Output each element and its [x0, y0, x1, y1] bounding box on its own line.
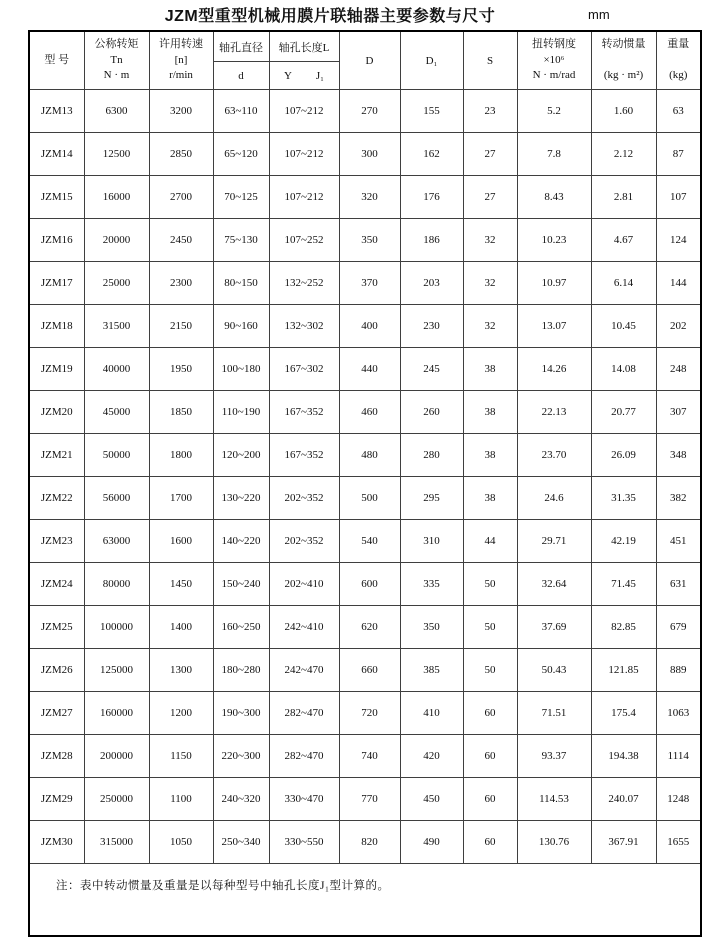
cell-model: JZM22	[29, 477, 84, 520]
page-title: JZM型重型机械用膜片联轴器主要参数与尺寸	[164, 8, 496, 25]
cell-weight: 63	[656, 90, 701, 133]
cell-stiffness: 13.07	[517, 305, 591, 348]
cell-inertia: 31.35	[591, 477, 656, 520]
table-row	[29, 219, 701, 262]
cell-stiffness: 71.51	[517, 692, 591, 735]
cell-n: 1150	[149, 735, 213, 778]
cell-n: 1200	[149, 692, 213, 735]
cell-n: 2150	[149, 305, 213, 348]
cell-l: 202~352	[269, 520, 339, 563]
table-row	[29, 520, 701, 563]
header-line: 型 号	[44, 53, 70, 66]
cell-D: 460	[339, 391, 400, 434]
cell-inertia: 2.12	[591, 133, 656, 176]
cell-tn: 50000	[84, 434, 149, 477]
header-line: N · m	[103, 69, 130, 82]
cell-inertia: 367.91	[591, 821, 656, 864]
cell-n: 1800	[149, 434, 213, 477]
cell-S: 38	[463, 348, 517, 391]
cell-model: JZM25	[29, 606, 84, 649]
cell-D: 440	[339, 348, 400, 391]
cell-n: 2700	[149, 176, 213, 219]
cell-weight: 144	[656, 262, 701, 305]
col-header-inertia	[591, 31, 656, 90]
cell-stiffness: 14.26	[517, 348, 591, 391]
cell-inertia: 2.81	[591, 176, 656, 219]
cell-D1: 245	[400, 348, 463, 391]
table-row	[29, 434, 701, 477]
cell-weight: 889	[656, 649, 701, 692]
table-row	[29, 649, 701, 692]
col-header-d-sub: d	[213, 62, 269, 90]
cell-weight: 1655	[656, 821, 701, 864]
cell-D1: 310	[400, 520, 463, 563]
cell-D: 500	[339, 477, 400, 520]
cell-S: 32	[463, 219, 517, 262]
cell-D1: 410	[400, 692, 463, 735]
cell-tn: 12500	[84, 133, 149, 176]
cell-stiffness: 23.70	[517, 434, 591, 477]
cell-l: 330~470	[269, 778, 339, 821]
cell-stiffness: 5.2	[517, 90, 591, 133]
cell-weight: 679	[656, 606, 701, 649]
cell-inertia: 26.09	[591, 434, 656, 477]
cell-d: 140~220	[213, 520, 269, 563]
cell-d: 65~120	[213, 133, 269, 176]
table-row	[29, 305, 701, 348]
cell-l: 330~550	[269, 821, 339, 864]
cell-model: JZM15	[29, 176, 84, 219]
col-header-torque	[84, 31, 149, 90]
cell-n: 1100	[149, 778, 213, 821]
cell-weight: 248	[656, 348, 701, 391]
table-row	[29, 606, 701, 649]
cell-S: 60	[463, 692, 517, 735]
cell-d: 180~280	[213, 649, 269, 692]
cell-n: 2450	[149, 219, 213, 262]
table-row	[29, 133, 701, 176]
cell-tn: 100000	[84, 606, 149, 649]
cell-inertia: 10.45	[591, 305, 656, 348]
cell-model: JZM26	[29, 649, 84, 692]
cell-D1: 335	[400, 563, 463, 606]
parameters-table	[28, 30, 702, 937]
cell-model: JZM14	[29, 133, 84, 176]
cell-l: 242~410	[269, 606, 339, 649]
cell-n: 2300	[149, 262, 213, 305]
col-header-yj-sub	[269, 62, 339, 90]
col-header-S: S	[463, 31, 517, 90]
cell-d: 130~220	[213, 477, 269, 520]
cell-S: 44	[463, 520, 517, 563]
cell-D1: 490	[400, 821, 463, 864]
cell-n: 2850	[149, 133, 213, 176]
cell-stiffness: 24.6	[517, 477, 591, 520]
cell-weight: 382	[656, 477, 701, 520]
cell-weight: 307	[656, 391, 701, 434]
cell-tn: 25000	[84, 262, 149, 305]
cell-D1: 385	[400, 649, 463, 692]
cell-l: 107~252	[269, 219, 339, 262]
cell-weight: 107	[656, 176, 701, 219]
cell-n: 1600	[149, 520, 213, 563]
cell-inertia: 20.77	[591, 391, 656, 434]
cell-stiffness: 29.71	[517, 520, 591, 563]
cell-stiffness: 50.43	[517, 649, 591, 692]
table-row	[29, 778, 701, 821]
cell-d: 70~125	[213, 176, 269, 219]
col-header-weight	[656, 31, 701, 90]
cell-model: JZM27	[29, 692, 84, 735]
cell-weight: 1063	[656, 692, 701, 735]
cell-inertia: 14.08	[591, 348, 656, 391]
cell-D1: 280	[400, 434, 463, 477]
cell-l: 107~212	[269, 133, 339, 176]
cell-model: JZM30	[29, 821, 84, 864]
cell-d: 190~300	[213, 692, 269, 735]
cell-tn: 125000	[84, 649, 149, 692]
cell-tn: 80000	[84, 563, 149, 606]
cell-d: 110~190	[213, 391, 269, 434]
cell-inertia: 6.14	[591, 262, 656, 305]
cell-n: 1700	[149, 477, 213, 520]
cell-D: 370	[339, 262, 400, 305]
header-line: (kg · m²)	[603, 69, 644, 82]
cell-D1: 155	[400, 90, 463, 133]
cell-inertia: 82.85	[591, 606, 656, 649]
cell-D: 740	[339, 735, 400, 778]
cell-D: 660	[339, 649, 400, 692]
cell-n: 1850	[149, 391, 213, 434]
cell-d: 75~130	[213, 219, 269, 262]
cell-d: 240~320	[213, 778, 269, 821]
cell-weight: 631	[656, 563, 701, 606]
cell-stiffness: 8.43	[517, 176, 591, 219]
cell-weight: 1248	[656, 778, 701, 821]
table-footer	[29, 864, 701, 937]
cell-model: JZM20	[29, 391, 84, 434]
cell-weight: 451	[656, 520, 701, 563]
col-header-bore-length: 轴孔长度L	[269, 31, 339, 62]
table-row	[29, 348, 701, 391]
cell-d: 150~240	[213, 563, 269, 606]
col-header-bore-diameter: 轴孔直径	[213, 31, 269, 62]
col-header-D1: D₁	[400, 31, 463, 90]
cell-S: 38	[463, 477, 517, 520]
cell-D: 720	[339, 692, 400, 735]
col-header-stiffness	[517, 31, 591, 90]
cell-D: 480	[339, 434, 400, 477]
header-line: Tn	[110, 53, 123, 66]
cell-D1: 350	[400, 606, 463, 649]
cell-n: 1450	[149, 563, 213, 606]
cell-D: 400	[339, 305, 400, 348]
header-line: 许用转速	[159, 37, 203, 50]
cell-inertia: 71.45	[591, 563, 656, 606]
table-row	[29, 821, 701, 864]
cell-S: 38	[463, 391, 517, 434]
cell-n: 3200	[149, 90, 213, 133]
cell-S: 50	[463, 563, 517, 606]
cell-D: 770	[339, 778, 400, 821]
cell-S: 23	[463, 90, 517, 133]
cell-S: 27	[463, 133, 517, 176]
cell-D: 350	[339, 219, 400, 262]
table-row	[29, 176, 701, 219]
cell-stiffness: 32.64	[517, 563, 591, 606]
table-row	[29, 563, 701, 606]
header-line: 转动惯量	[601, 38, 646, 50]
table-row	[29, 735, 701, 778]
unit-label: mm	[588, 7, 610, 22]
cell-tn: 250000	[84, 778, 149, 821]
cell-model: JZM21	[29, 434, 84, 477]
col-header-speed	[149, 31, 213, 90]
cell-inertia: 1.60	[591, 90, 656, 133]
cell-D1: 295	[400, 477, 463, 520]
cell-D: 820	[339, 821, 400, 864]
cell-model: JZM24	[29, 563, 84, 606]
cell-n: 1300	[149, 649, 213, 692]
cell-D1: 450	[400, 778, 463, 821]
cell-l: 132~302	[269, 305, 339, 348]
header-line: N · m/rad	[532, 69, 576, 82]
col-header-D: D	[339, 31, 400, 90]
cell-stiffness: 10.97	[517, 262, 591, 305]
cell-S: 32	[463, 262, 517, 305]
cell-tn: 63000	[84, 520, 149, 563]
cell-d: 80~150	[213, 262, 269, 305]
cell-d: 120~200	[213, 434, 269, 477]
cell-model: JZM17	[29, 262, 84, 305]
cell-stiffness: 37.69	[517, 606, 591, 649]
cell-l: 167~302	[269, 348, 339, 391]
cell-model: JZM28	[29, 735, 84, 778]
header-line: 公称转矩	[94, 37, 139, 50]
header-line: Y	[283, 69, 292, 82]
cell-S: 27	[463, 176, 517, 219]
cell-D: 600	[339, 563, 400, 606]
cell-l: 167~352	[269, 434, 339, 477]
table-row	[29, 477, 701, 520]
cell-d: 90~160	[213, 305, 269, 348]
cell-weight: 348	[656, 434, 701, 477]
header-line: 重量	[667, 38, 690, 50]
cell-S: 60	[463, 735, 517, 778]
cell-weight: 1114	[656, 735, 701, 778]
cell-d: 63~110	[213, 90, 269, 133]
table-row	[29, 90, 701, 133]
cell-S: 50	[463, 606, 517, 649]
cell-n: 1400	[149, 606, 213, 649]
cell-weight: 87	[656, 133, 701, 176]
cell-tn: 160000	[84, 692, 149, 735]
cell-stiffness: 7.8	[517, 133, 591, 176]
header-line: 扭转钢度	[532, 37, 576, 50]
cell-n: 1050	[149, 821, 213, 864]
cell-stiffness: 93.37	[517, 735, 591, 778]
cell-inertia: 240.07	[591, 778, 656, 821]
cell-l: 282~470	[269, 735, 339, 778]
cell-D: 540	[339, 520, 400, 563]
cell-model: JZM19	[29, 348, 84, 391]
cell-tn: 31500	[84, 305, 149, 348]
header-line: r/min	[169, 69, 193, 82]
cell-tn: 315000	[84, 821, 149, 864]
cell-inertia: 4.67	[591, 219, 656, 262]
cell-inertia: 194.38	[591, 735, 656, 778]
cell-weight: 124	[656, 219, 701, 262]
header-line: (kg)	[669, 69, 688, 82]
cell-S: 50	[463, 649, 517, 692]
cell-model: JZM18	[29, 305, 84, 348]
cell-S: 32	[463, 305, 517, 348]
cell-D1: 420	[400, 735, 463, 778]
cell-d: 160~250	[213, 606, 269, 649]
cell-inertia: 175.4	[591, 692, 656, 735]
cell-stiffness: 22.13	[517, 391, 591, 434]
cell-D: 620	[339, 606, 400, 649]
cell-model: JZM13	[29, 90, 84, 133]
header-line: J₁	[315, 69, 325, 82]
table-row	[29, 391, 701, 434]
cell-l: 132~252	[269, 262, 339, 305]
table-body	[29, 90, 701, 864]
table-row	[29, 692, 701, 735]
cell-d: 220~300	[213, 735, 269, 778]
cell-S: 60	[463, 778, 517, 821]
cell-l: 282~470	[269, 692, 339, 735]
cell-model: JZM16	[29, 219, 84, 262]
cell-l: 202~352	[269, 477, 339, 520]
cell-D1: 260	[400, 391, 463, 434]
cell-tn: 6300	[84, 90, 149, 133]
cell-D1: 176	[400, 176, 463, 219]
cell-tn: 56000	[84, 477, 149, 520]
cell-d: 100~180	[213, 348, 269, 391]
table-row	[29, 262, 701, 305]
cell-D1: 230	[400, 305, 463, 348]
header-line: [n]	[174, 53, 188, 66]
cell-D: 270	[339, 90, 400, 133]
cell-S: 60	[463, 821, 517, 864]
cell-tn: 45000	[84, 391, 149, 434]
cell-D1: 186	[400, 219, 463, 262]
cell-tn: 40000	[84, 348, 149, 391]
cell-D1: 203	[400, 262, 463, 305]
cell-tn: 16000	[84, 176, 149, 219]
cell-model: JZM23	[29, 520, 84, 563]
cell-n: 1950	[149, 348, 213, 391]
cell-l: 202~410	[269, 563, 339, 606]
header-line: ×10⁶	[543, 53, 565, 66]
cell-stiffness: 10.23	[517, 219, 591, 262]
col-header-model	[29, 31, 84, 90]
cell-d: 250~340	[213, 821, 269, 864]
cell-l: 242~470	[269, 649, 339, 692]
table-note: 注：表中转动惯量及重量是以每种型号中轴孔长度J₁型计算的。	[29, 864, 701, 937]
cell-inertia: 121.85	[591, 649, 656, 692]
cell-l: 107~212	[269, 176, 339, 219]
cell-S: 38	[463, 434, 517, 477]
cell-weight: 202	[656, 305, 701, 348]
cell-stiffness: 114.53	[517, 778, 591, 821]
cell-l: 107~212	[269, 90, 339, 133]
cell-D: 320	[339, 176, 400, 219]
cell-l: 167~352	[269, 391, 339, 434]
cell-D1: 162	[400, 133, 463, 176]
cell-D: 300	[339, 133, 400, 176]
table-header	[29, 31, 701, 90]
cell-inertia: 42.19	[591, 520, 656, 563]
cell-model: JZM29	[29, 778, 84, 821]
cell-tn: 200000	[84, 735, 149, 778]
cell-tn: 20000	[84, 219, 149, 262]
cell-stiffness: 130.76	[517, 821, 591, 864]
